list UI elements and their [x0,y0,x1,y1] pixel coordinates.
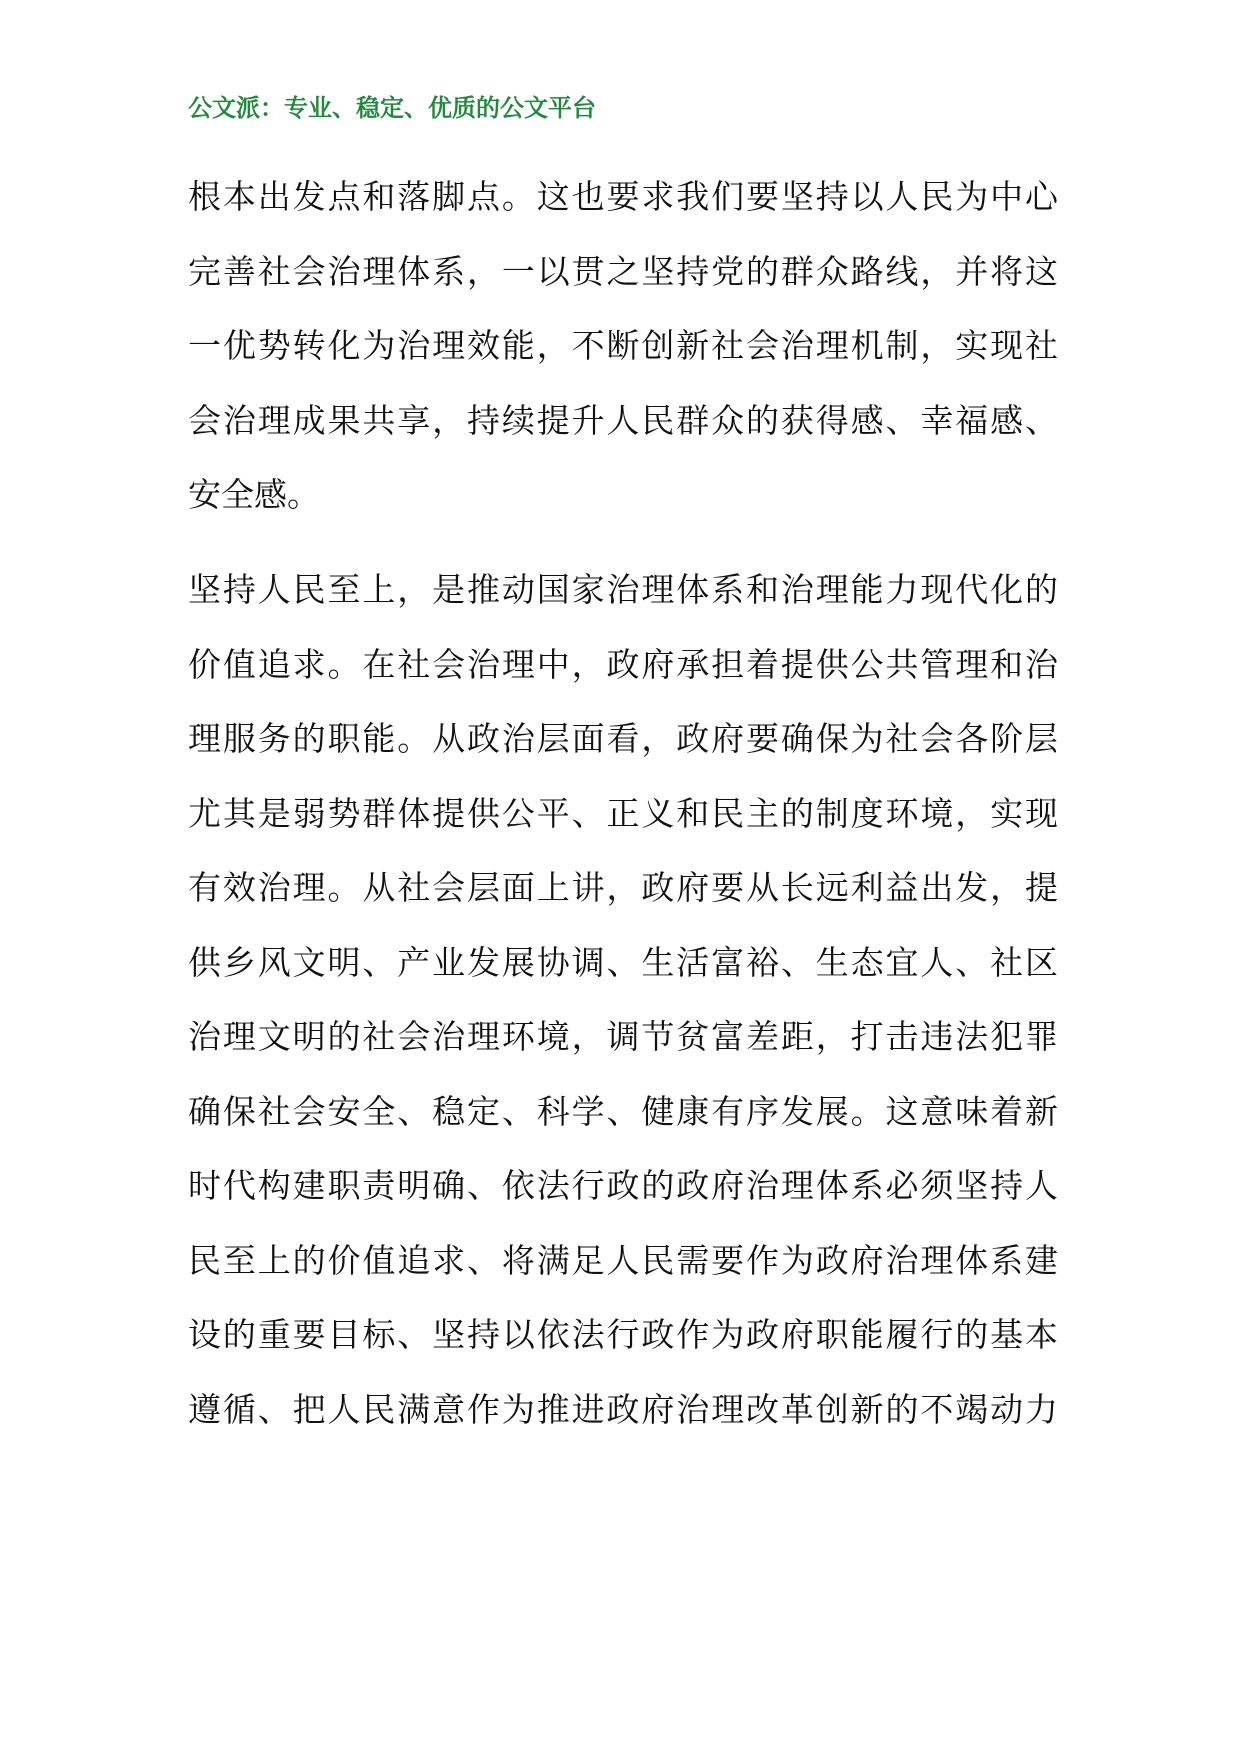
text-line: 根本出发点和落脚点。这也要求我们要坚持以人民为中心 [188,177,1058,216]
text-line: 会治理成果共享，持续提升人民群众的获得感、幸福感、 [188,400,1058,440]
text-line: 供乡风文明、产业发展协调、生活富裕、生态宜人、社区 [188,942,1058,982]
text-line: 确保社会安全、稳定、科学、健康有序发展。这意味着新 [188,1091,1058,1131]
text-line: 一优势转化为治理效能，不断创新社会治理机制，实现社 [188,326,1058,365]
text-line: 理服务的职能。从政治层面看，政府要确保为社会各阶层 [188,719,1058,758]
text-line: 设的重要目标、坚持以依法行政作为政府职能履行的基本 [188,1315,1058,1354]
text-line: 完善社会治理体系，一以贯之坚持党的群众路线，并将这 [188,251,1058,291]
paragraph-2 [188,553,1058,1447]
text-line: 坚持人民至上，是推动国家治理体系和治理能力现代化的 [188,570,1058,609]
page-header: 公文派：专业、稳定、优质的公文平台 [188,93,596,122]
text-line: 时代构建职责明确、依法行政的政府治理体系必须坚持人 [188,1166,1058,1205]
text-line: 治理文明的社会治理环境，调节贫富差距，打击违法犯罪 [188,1017,1058,1056]
text-line: 有效治理。从社会层面上讲，政府要从长远利益出发，提 [188,868,1058,907]
text-line: 价值追求。在社会治理中，政府承担着提供公共管理和治 [188,644,1058,684]
text-line: 民至上的价值追求、将满足人民需要作为政府治理体系建 [188,1240,1058,1280]
paragraph-1 [188,160,1058,533]
text-line: 尤其是弱势群体提供公平、正义和民主的制度环境，实现 [188,793,1058,833]
text-line: 安全感。 [188,475,320,514]
text-line: 遵循、把人民满意作为推进政府治理改革创新的不竭动力 [188,1389,1058,1429]
